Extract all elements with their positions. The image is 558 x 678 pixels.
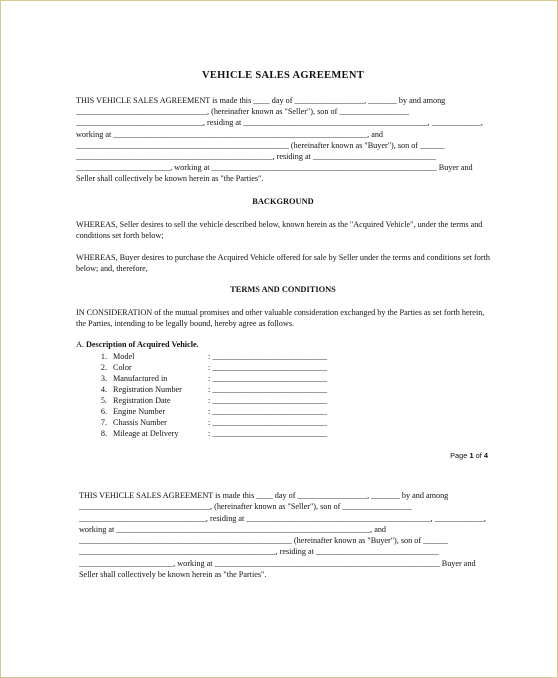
section-a-title: Description of Acquired Vehicle. bbox=[86, 340, 199, 349]
terms-heading: TERMS AND CONDITIONS bbox=[230, 285, 336, 294]
field-blank: : ____________________________ bbox=[208, 396, 327, 405]
field-model bbox=[91, 351, 351, 362]
field-blank: : ____________________________ bbox=[208, 363, 327, 372]
field-mileage-at-delivery bbox=[91, 428, 351, 439]
field-number: 1. bbox=[100, 352, 107, 361]
field-label: Chassis Number bbox=[113, 418, 167, 427]
field-blank: : ____________________________ bbox=[208, 374, 327, 383]
field-number: 8. bbox=[100, 429, 107, 438]
intro-paragraph-repeat: THIS VEHICLE SALES AGREEMENT is made this ____ day of _________________, _______ by and among ________________________________, (hereinafter known as "Seller"), son of _________________ _______________________________, residing at _____________________________________________, ____________, working at ______________________________________________________________, and ____________________________________________________ (hereinafter known as "Buyer"), son of ______ ________________________________________________, residing at ______________________________ _______________________, working at _______________________________________________________ Buyer and Seller shall collectively be known herein as "the Parties". bbox=[79, 491, 486, 580]
page-label: Page bbox=[450, 451, 468, 460]
field-number: 6. bbox=[100, 407, 107, 416]
field-label: Model bbox=[113, 352, 135, 361]
field-manufactured-in bbox=[91, 373, 351, 384]
field-number: 3. bbox=[100, 374, 107, 383]
field-registration-date bbox=[91, 395, 351, 406]
whereas-buyer-paragraph: WHEREAS, Buyer desires to purchase the Acquired Vehicle offered for sale by Seller under the terms and conditions set forth below; and, therefore, bbox=[76, 253, 490, 274]
field-label: Registration Number bbox=[113, 385, 182, 394]
field-blank: : ____________________________ bbox=[208, 418, 327, 427]
page-current: 1 bbox=[469, 451, 474, 460]
field-blank: : ____________________________ bbox=[208, 385, 327, 394]
field-label: Registration Date bbox=[113, 396, 171, 405]
field-blank: : ____________________________ bbox=[208, 429, 327, 438]
vehicle-fields-list bbox=[91, 351, 351, 439]
page-of: of bbox=[475, 451, 482, 460]
field-label: Manufactured in bbox=[113, 374, 168, 383]
field-number: 7. bbox=[100, 418, 107, 427]
field-number: 5. bbox=[100, 396, 107, 405]
field-blank: : ____________________________ bbox=[208, 352, 327, 361]
consideration-paragraph: IN CONSIDERATION of the mutual promises and other valuable consideration exchanged by the Parties as set forth herein, the Parties, intending to be legally bound, hereby agree as follows. bbox=[76, 308, 485, 329]
field-label: Color bbox=[113, 363, 132, 372]
field-label: Mileage at Delivery bbox=[113, 429, 179, 438]
document-title: VEHICLE SALES AGREEMENT bbox=[201, 70, 365, 81]
intro-paragraph: THIS VEHICLE SALES AGREEMENT is made this ____ day of _________________, _______ by and among ________________________________, (hereinafter known as "Seller"), son of _________________ _______________________________, residing at _____________________________________________, ____________, working at ______________________________________________________________, and ____________________________________________________ (hereinafter known as "Buyer"), son of ______ ________________________________________________, residing at ______________________________ _______________________, working at _______________________________________________________ Buyer and Seller shall collectively be known herein as "the Parties". bbox=[76, 96, 483, 184]
field-number: 2. bbox=[100, 363, 107, 372]
field-number: 4. bbox=[100, 385, 107, 394]
background-heading: BACKGROUND bbox=[252, 197, 314, 206]
field-engine-number bbox=[91, 406, 351, 417]
section-a-prefix: A. bbox=[76, 340, 84, 349]
page-total: 4 bbox=[483, 451, 488, 460]
field-label: Engine Number bbox=[113, 407, 166, 416]
field-color bbox=[91, 362, 351, 373]
field-blank: : ____________________________ bbox=[208, 407, 327, 416]
field-chassis-number bbox=[91, 417, 351, 428]
page-number bbox=[450, 451, 488, 460]
whereas-seller-paragraph: WHEREAS, Seller desires to sell the vehicle described below, known herein as the "Acquired Vehicle", under the terms and conditions set forth below; bbox=[76, 220, 483, 241]
section-a-heading bbox=[76, 340, 199, 349]
field-registration-number bbox=[91, 384, 351, 395]
